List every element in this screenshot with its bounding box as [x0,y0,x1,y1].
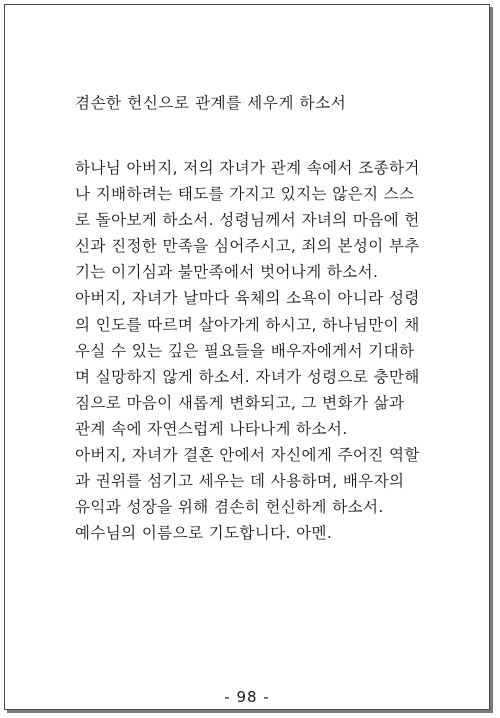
prayer-line: 과 권위를 섬기고 세우는 데 사용하며, 배우자의 [75,472,405,491]
prayer-line: 기는 이기심과 불만족에서 벗어나게 하소서. [75,263,379,282]
prayer-body [75,155,447,546]
prayer-line: 나 지배하려는 태도를 가지고 있지는 않은지 스스 [75,185,415,204]
prayer-line: 유익과 성장을 위해 겸손히 헌신하게 하소서. [75,498,384,517]
prayer-line: 하나님 아버지, 저의 자녀가 관계 속에서 조종하거 [75,159,420,177]
page-number: - 98 - [224,688,270,706]
prayer-line: 의 인도를 따르며 살아가게 하시고, 하나님만이 채 [75,315,420,334]
prayer-line: 예수님의 이름으로 기도합니다. 아멘. [75,524,333,543]
prayer-line: 로 돌아보게 하소서. 성령님께서 자녀의 마음에 헌 [75,211,420,230]
document-page [4,4,490,710]
prayer-line: 아버지, 자녀가 날마다 육체의 소욕이 아니라 성령 [75,289,420,308]
prayer-line: 관계 속에 자연스럽게 나타나게 하소서. [75,419,348,438]
prayer-line: 우실 수 있는 깊은 필요들을 배우자에게서 기대하 [75,341,415,360]
prayer-line: 며 실망하지 않게 하소서. 자녀가 성령으로 충만해 [75,367,420,386]
prayer-line: 신과 진정한 만족을 심어주시고, 죄의 본성이 부추 [75,237,420,256]
prayer-line: 짐으로 마음이 새롭게 변화되고, 그 변화가 삶과 [75,393,405,412]
prayer-title: 겸손한 헌신으로 관계를 세우게 하소서 [75,94,347,112]
prayer-line: 아버지, 자녀가 결혼 안에서 자신에게 주어진 역할 [75,446,420,465]
